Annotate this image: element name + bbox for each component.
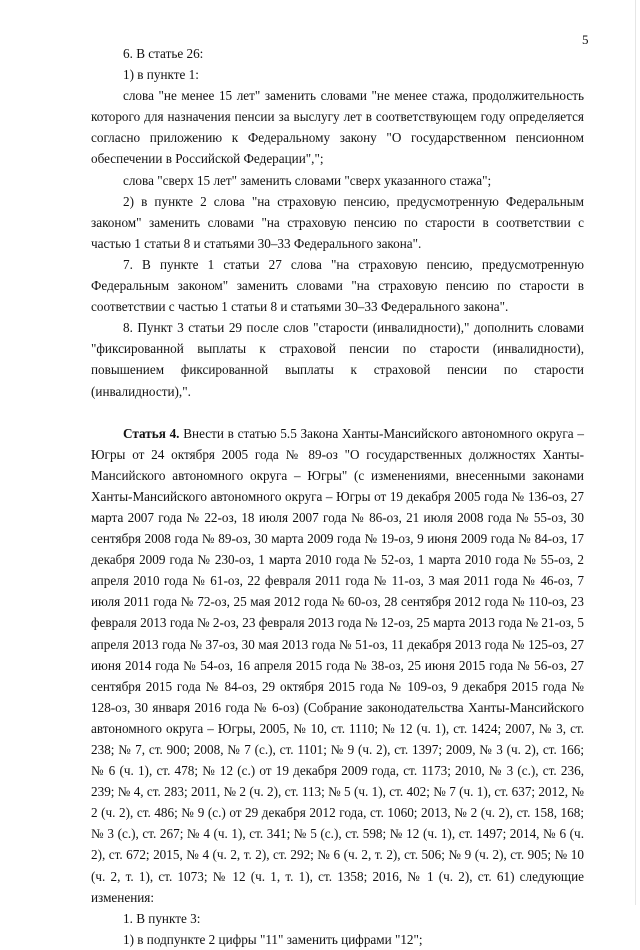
- article4-text: Внести в статью 5.5 Закона Ханты-Мансийского автономного округа – Югры от 24 октября 2005 года № 89-оз "О государственных должностях Ханты-Мансийского автономного округа – Югры" (с изменениями, внесенными законами Ханты-Мансийского автономного округа – Югры от 19 декабря 2005 года № 136-оз, 27 марта 2007 года № 22-оз, 18 июля 2007 года № 86-оз, 21 июля 2008 года № 55-оз, 30 сентября 2008 года № 89-оз, 30 марта 2009 года № 19-оз, 9 июня 2009 года № 84-оз, 17 декабря 2009 года № 230-оз, 1 марта 2010 года № 52-оз, 1 марта 2010 года № 55-оз, 2 апреля 2010 года № 61-оз, 22 февраля 2011 года № 11-оз, 3 мая 2011 года № 46-оз, 7 июля 2011 года № 72-оз, 25 мая 2012 года № 60-оз, 28 сентября 2012 года № 110-оз, 23 февраля 2013 года № 2-оз, 23 февраля 2013 года № 12-оз, 25 марта 2013 года № 21-оз, 5 апреля 2013 года № 37-оз, 30 мая 2013 года № 51-оз, 11 декабря 2013 года № 125-оз, 27 июня 2014 года № 54-оз, 16 апреля 2015 года № 38-оз, 25 июня 2015 года № 56-оз, 27 сентября 2015 года № 84-оз, 29 октября 2015 года № 109-оз, 9 декабря 2015 года № 128-оз, 30 января 2016 года № 6-оз) (Собрание законодательства Ханты-Мансийского автономного округа – Югры, 2005, № 10, ст. 1110; № 12 (ч. 1), ст. 1424; 2007, № 3, ст. 238; № 7, ст. 900; 2008, № 7 (с.), ст. 1101; № 9 (ч. 2), ст. 1397; 2009, № 3 (ч. 2), ст. 166; № 6 (ч. 1), ст. 478; № 12 (с.) от 19 декабря 2009 года, ст. 1173; 2010, № 3 (с.), ст. 236, 239; № 4, ст. 283; 2011, № 2 (ч. 2), ст. 113; № 5 (ч. 1), ст. 402; № 7 (ч. 1), ст. 637; 2012, № 2 (ч. 2), ст. 486; № 9 (с.) от 29 декабря 2012 года, ст. 1060; 2013, № 2 (ч. 2), ст. 158, 168; № 3 (с.), ст. 267; № 4 (ч. 1), ст. 341; № 5 (с.), ст. 598; № 12 (ч. 1), ст. 1497; 2014, № 6 (ч. 2), ст. 672; 2015, № 4 (ч. 2, т. 2), ст. 292; № 6 (ч. 2, т. 2), ст. 506; № 9 (ч. 2), ст. 905; № 10 (ч. 2, т. 1), ст. 1073; № 12 (ч. 1, т. 1), ст. 1358; 2016, № 1 (ч. 2), ст. 61) следующие изменения:: [91, 425, 585, 905]
- paragraph-item8: 8. Пункт 3 статьи 29 после слов "старости (инвалидности)," дополнить словами "фиксированной выплаты к страховой пенсии по старости (инвалидности), повышением фиксированной выплаты к страховой пенсии по старости (инвалидности),".: [91, 320, 584, 399]
- paragraph-article26-heading: 6. В статье 26:: [123, 46, 204, 61]
- article4-label: Статья 4.: [123, 425, 180, 441]
- paragraph-point2: 2) в пункте 2 слова "на страховую пенсию, предусмотренную Федеральным законом" заменить словами "на страховую пенсию по старости в соответствии с частью 1 статьи 8 и статьями 30–33 Федерального закона".: [91, 193, 584, 251]
- paragraph-point1: 1) в пункте 1:: [123, 67, 199, 83]
- paragraph-article4: [91, 423, 584, 908]
- page-number: 5: [582, 32, 589, 47]
- paragraph-subpoint2: 1) в подпункте 2 цифры "11" заменить цифрами "12";: [123, 931, 423, 947]
- paragraph-replace-15-years: слова "не менее 15 лет" заменить словами "не менее стажа, продолжительность которого для назначения пенсии за выслугу лет в соответствующем году определяется согласно приложению к Федеральному закону "О государственном пенсионном обеспечении в Российской Федерации",";: [91, 88, 584, 167]
- paragraph-point3: 1. В пункте 3:: [123, 910, 201, 926]
- paragraph-replace-over-15-years: слова "сверх 15 лет" заменить словами "сверх указанного стажа";: [123, 172, 492, 188]
- document-body: [91, 43, 584, 950]
- paragraph-item7: 7. В пункте 1 статьи 27 слова "на страховую пенсию, предусмотренную Федеральным законом" заменить словами "на страховую пенсию по старости в соответствии с частью 1 статьи 8 и статьями 30–33 Федерального закона".: [91, 256, 584, 315]
- scan-edge: [635, 0, 636, 905]
